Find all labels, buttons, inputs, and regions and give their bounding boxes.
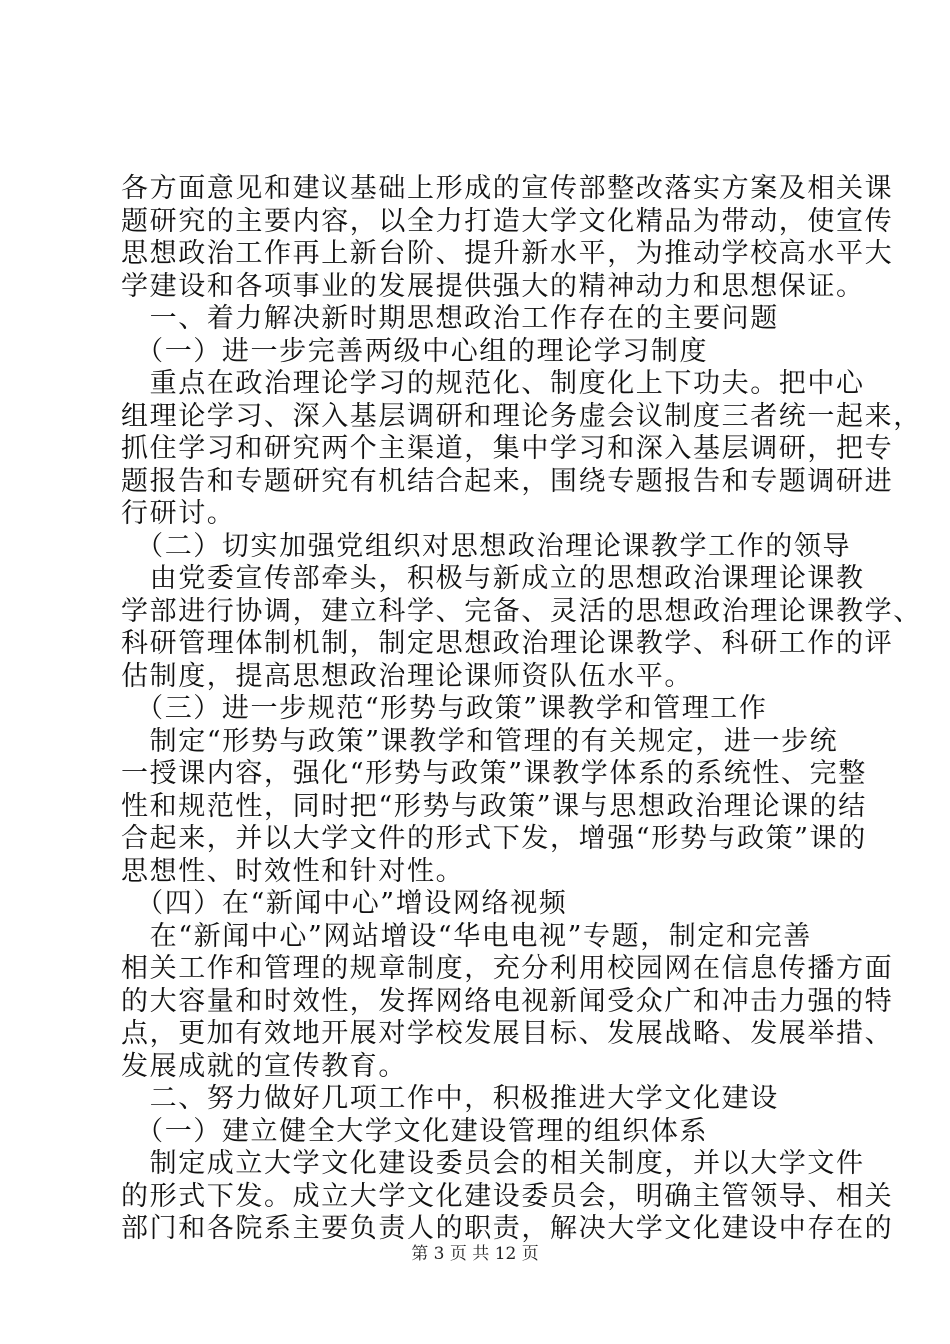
text-line: （一）建立健全大学文化建设管理的组织体系 (121, 1115, 709, 1147)
text-line: 合起来，并以大学文件的形式下发，增强“形势与政策”课的 (121, 823, 867, 854)
text-line: 重点在政治理论学习的规范化、制度化上下功夫。把中心 (121, 368, 865, 399)
text-line: 性和规范性，同时把“形势与政策”课与思想政治理论课的结 (121, 790, 867, 822)
text-line: 相关工作和管理的规章制度，充分利用校园网在信息传播方面 (121, 953, 894, 984)
text-line: 由党委宣传部牵头，积极与新成立的思想政治课理论课教 (121, 563, 865, 594)
text-line: （一）进一步完善两级中心组的理论学习制度 (121, 335, 709, 367)
page-number-footer: 第 3 页 共 12 页 (411, 1244, 539, 1264)
text-line: 组理论学习、深入基层调研和理论务虚会议制度三者统一起来， (121, 400, 922, 432)
text-line: 行研讨。 (121, 498, 236, 529)
text-line: 二、努力做好几项工作中，积极推进大学文化建设 (121, 1083, 779, 1114)
text-line: 一授课内容，强化“形势与政策”课教学体系的系统性、完整 (121, 758, 867, 789)
text-line: 部门和各院系主要负责人的职责，解决大学文化建设中存在的 (121, 1213, 894, 1244)
text-line: 思想政治工作再上新台阶、提升新水平，为推动学校高水平大 (121, 238, 894, 269)
text-line: 题研究的主要内容，以全力打造大学文化精品为带动，使宣传 (121, 205, 894, 237)
text-line: （二）切实加强党组织对思想政治理论课教学工作的领导 (121, 530, 852, 562)
text-line: 抓住学习和研究两个主渠道，集中学习和深入基层调研，把专 (121, 433, 894, 464)
text-line: 估制度，提高思想政治理论课师资队伍水平。 (121, 660, 693, 692)
text-line: 科研管理体制机制，制定思想政治理论课教学、科研工作的评 (121, 628, 894, 659)
text-line: 制定“形势与政策”课教学和管理的有关规定，进一步统 (121, 725, 839, 757)
text-line: （三）进一步规范“形势与政策”课教学和管理工作 (121, 693, 768, 724)
text-line: 的形式下发。成立大学文化建设委员会，明确主管领导、相关 (121, 1180, 894, 1212)
text-line: 一、着力解决新时期思想政治工作存在的主要问题 (121, 303, 779, 334)
text-line: 的大容量和时效性，发挥网络电视新闻受众广和冲击力强的特 (121, 985, 894, 1017)
text-line: 思想性、时效性和针对性。 (121, 855, 465, 887)
text-line: 发展成就的宣传教育。 (121, 1050, 407, 1082)
text-line: 点，更加有效地开展对学校发展目标、发展战略、发展举措、 (121, 1018, 894, 1049)
text-line: 学部进行协调，建立科学、完备、灵活的思想政治理论课教学、 (121, 595, 922, 627)
text-line: 在“新闻中心”网站增设“华电电视”专题，制定和完善 (121, 920, 812, 952)
text-line: （四）在“新闻中心”增设网络视频 (121, 888, 568, 919)
text-line: 制定成立大学文化建设委员会的相关制度，并以大学文件 (121, 1148, 865, 1179)
text-line: 学建设和各项事业的发展提供强大的精神动力和思想保证。 (121, 270, 865, 302)
text-line: 题报告和专题研究有机结合起来，围绕专题报告和专题调研进 (121, 465, 894, 497)
text-line: 各方面意见和建议基础上形成的宣传部整改落实方案及相关课 (121, 173, 894, 204)
